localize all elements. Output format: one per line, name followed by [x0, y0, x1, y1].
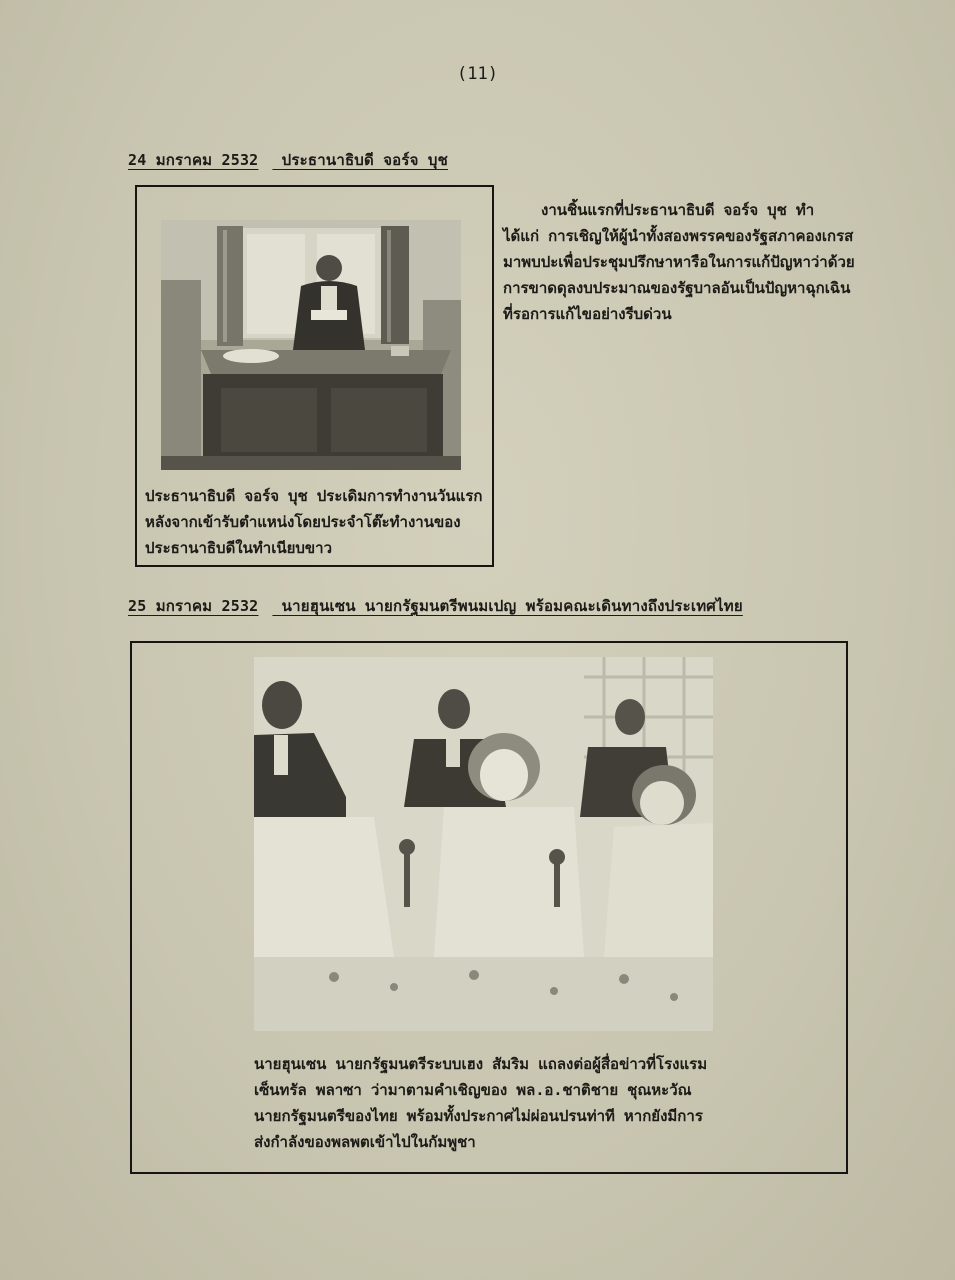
bush-office-photo	[161, 220, 461, 470]
section2-date: 25 มกราคม 2532	[128, 597, 259, 615]
body-line: มาพบปะเพื่อประชุมปรึกษาหารือในการแก้ปัญหาว่าด้วย	[503, 253, 855, 271]
caption-line: ประธานาธิบดี จอร์จ บุช ประเดิมการทำงานวันแรก	[145, 487, 483, 505]
body-line: งานชิ้นแรกที่ประธานาธิบดี จอร์จ บุช ทำ	[541, 201, 815, 219]
section1-heading	[128, 148, 462, 172]
caption-line: นายฮุนเซน นายกรัฐมนตรีระบบเฮง สัมริม แถลงต่อผู้สื่อข่าวที่โรงแรม	[254, 1055, 708, 1073]
section2-heading	[128, 594, 757, 618]
caption-line: ประธานาธิบดีในทำเนียบขาว	[145, 539, 332, 557]
caption-line: เซ็นทรัล พลาซา ว่ามาตามคำเชิญของ พล.อ.ชาติชาย ชุณหะวัณ	[254, 1081, 692, 1099]
body-line: ได้แก่ การเชิญให้ผู้นำทั้งสองพรรคของรัฐสภาคองเกรส	[503, 227, 854, 245]
caption-line: ส่งกำลังของพลพตเข้าไปในกัมพูชา	[254, 1133, 476, 1151]
caption-line: นายกรัฐมนตรีของไทย พร้อมทั้งประกาศไม่ผ่อนปรนท่าที หากยังมีการ	[254, 1107, 703, 1125]
section2-caption	[254, 1051, 707, 1155]
section1-date: 24 มกราคม 2532	[128, 151, 259, 169]
page-number: (11)	[457, 64, 498, 84]
body-line: การขาดดุลงบประมาณของรัฐบาลอันเป็นปัญหาฉุกเฉิน	[503, 279, 851, 297]
section1-body	[503, 197, 855, 327]
body-line: ที่รอการแก้ไขอย่างรีบด่วน	[503, 305, 672, 323]
caption-line: หลังจากเข้ารับตำแหน่งโดยประจำโต๊ะทำงานของ	[145, 513, 461, 531]
hun-sen-press-photo	[254, 657, 713, 1031]
section2-title: นายฮุนเซน นายกรัฐมนตรีพนมเปญ พร้อมคณะเดินทางถึงประเทศไทย	[281, 597, 743, 615]
section1-title: ประธานาธิบดี จอร์จ บุช	[281, 151, 448, 169]
section2-photo-frame	[130, 641, 848, 1174]
section1-caption	[145, 483, 483, 561]
section1-photo-frame	[135, 185, 494, 567]
